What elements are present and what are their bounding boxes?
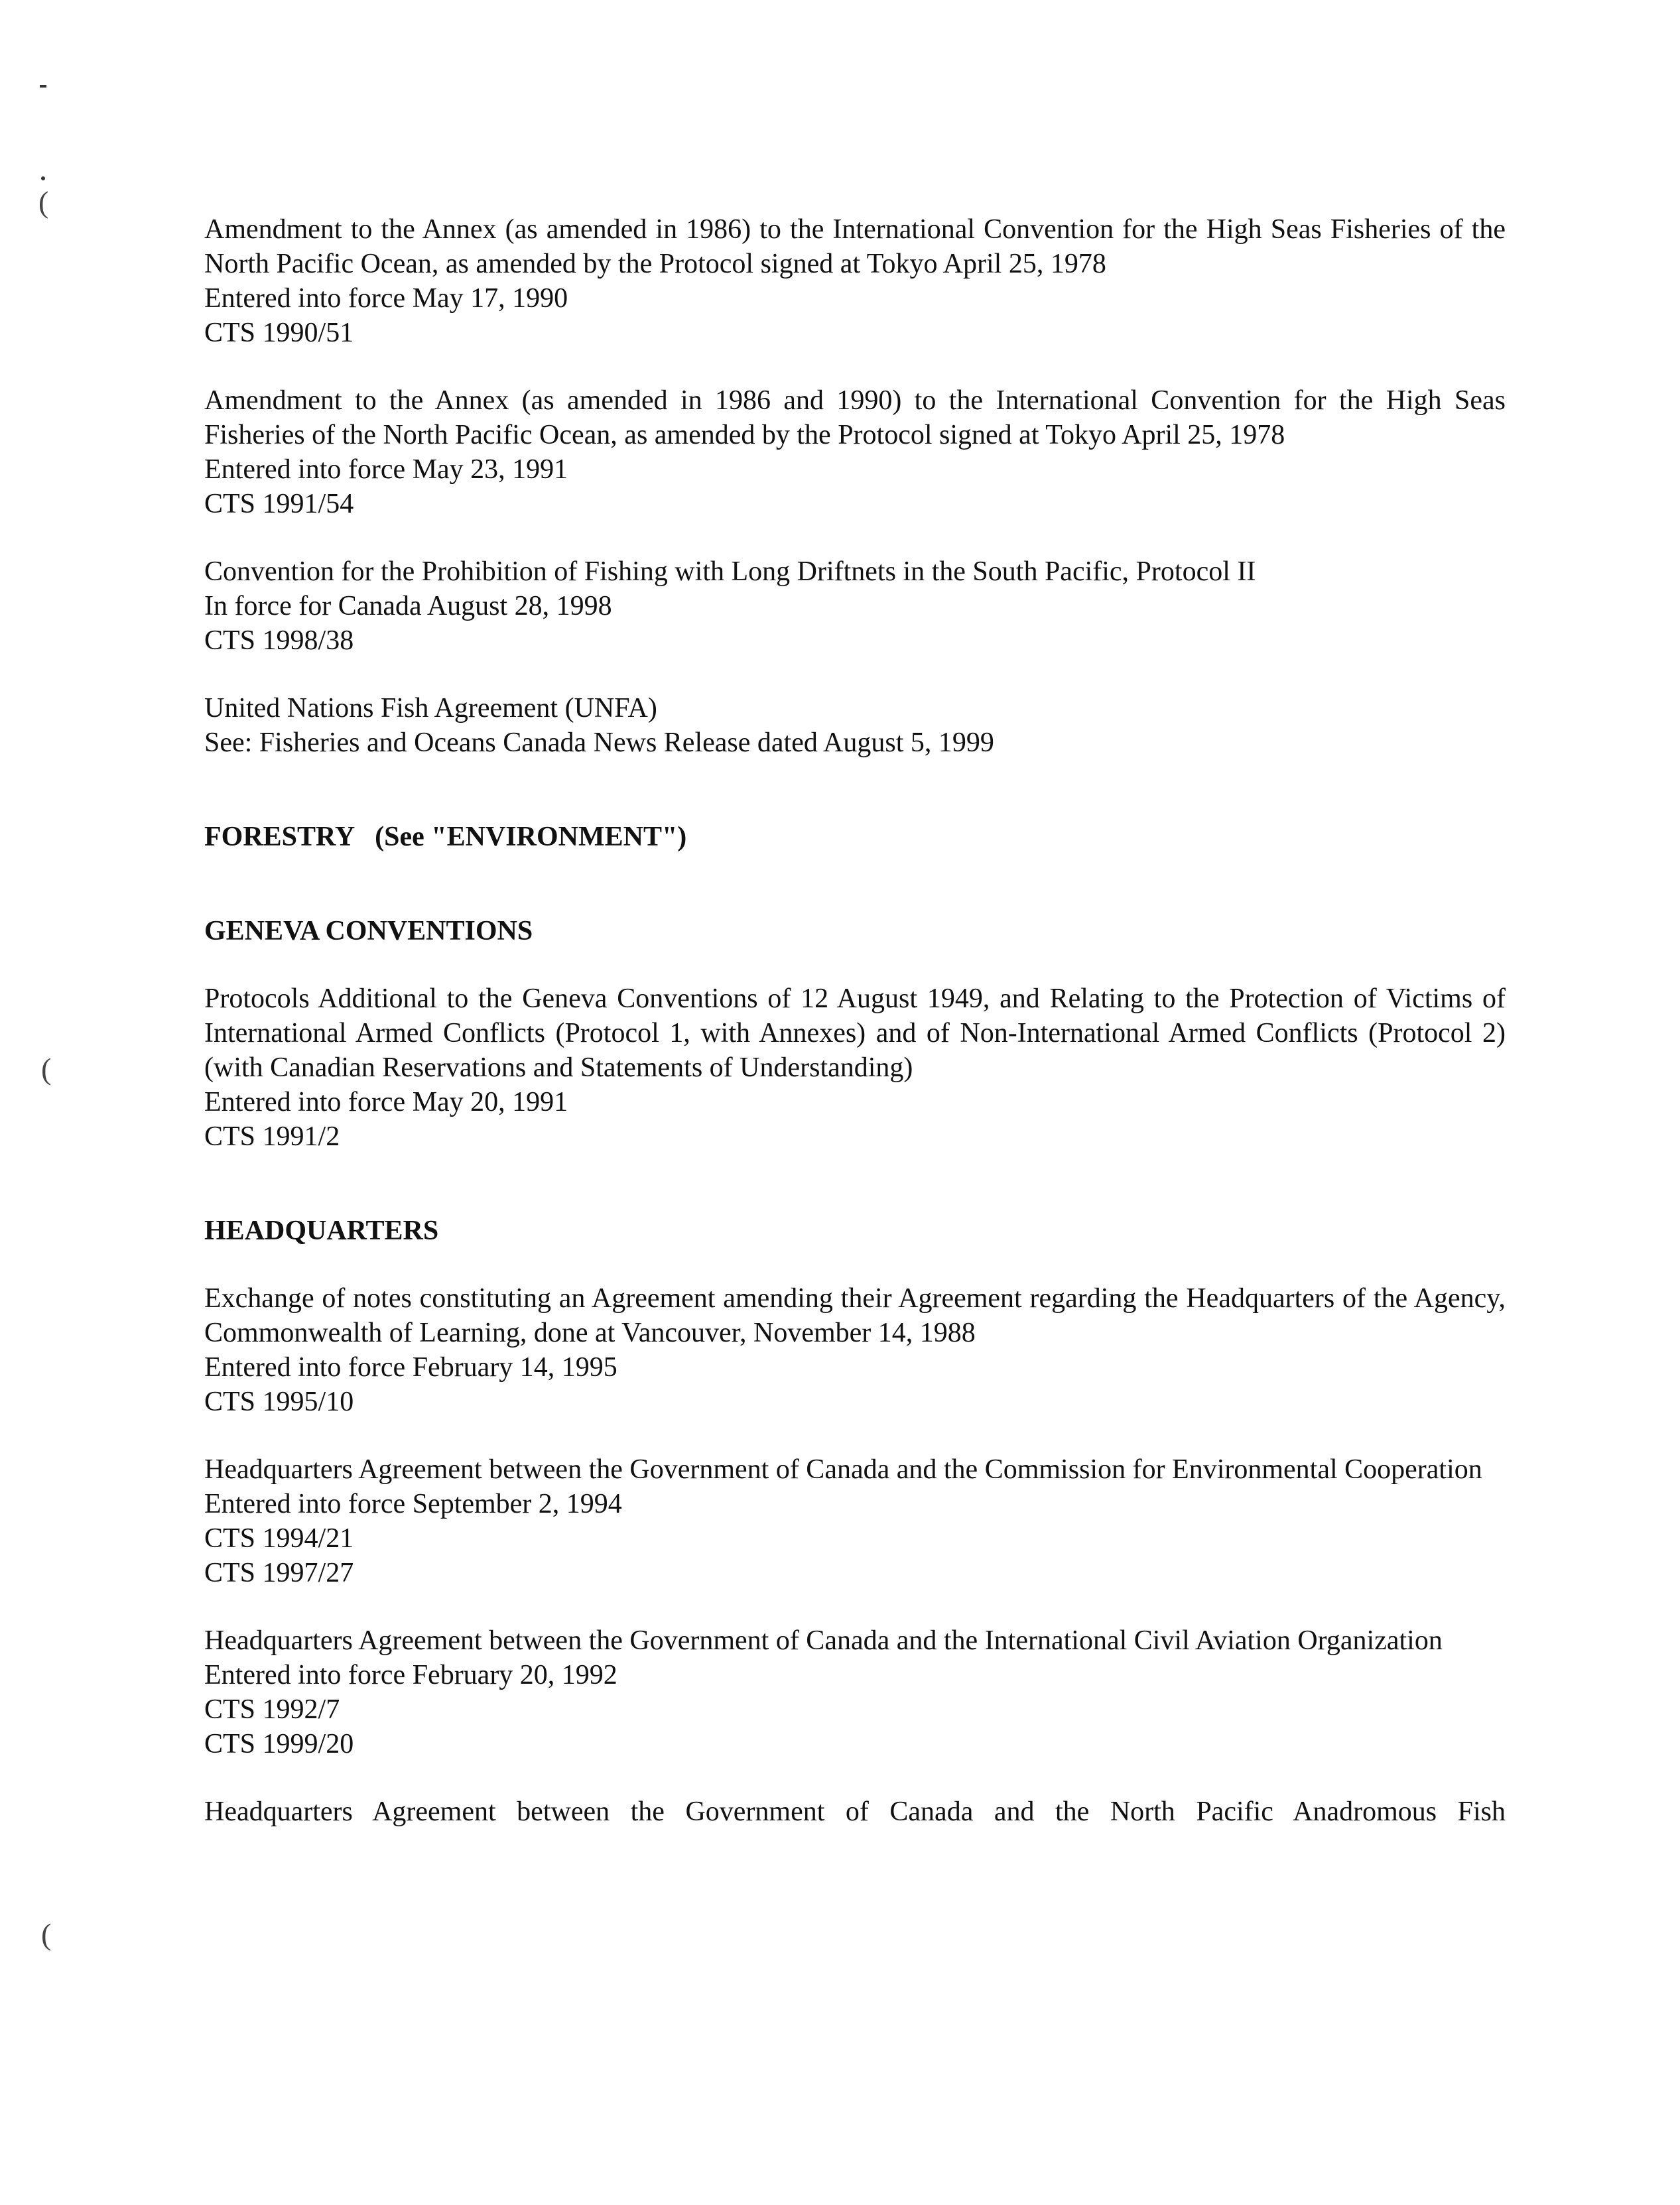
treaty-cts-ref: CTS 1994/21 [204, 1523, 354, 1554]
treaty-force-date: Entered into force May 23, 1991 [204, 454, 568, 485]
treaty-title: Headquarters Agreement between the Government of Canada and the Commission for Environmental Cooperation [204, 1454, 1482, 1485]
scan-speck [40, 85, 46, 88]
section-heading-headquarters: HEADQUARTERS [204, 1216, 439, 1246]
treaty-force-date: In force for Canada August 28, 1998 [204, 591, 612, 621]
scan-mark: ( [38, 185, 49, 219]
treaty-cts-ref: CTS 1995/10 [204, 1387, 354, 1417]
treaty-cts-ref: CTS 1997/27 [204, 1558, 354, 1588]
treaty-entry [204, 1623, 1506, 1761]
treaty-cts-ref: CTS 1992/7 [204, 1694, 340, 1725]
treaty-force-date: Entered into force May 20, 1991 [204, 1087, 568, 1117]
treaty-entry [204, 1281, 1506, 1419]
treaty-entry [204, 981, 1506, 1154]
treaty-entry [204, 1795, 1506, 1829]
treaty-entry [204, 1452, 1506, 1590]
section-heading-geneva: GENEVA CONVENTIONS [204, 916, 533, 946]
treaty-title: Amendment to the Annex (as amended in 1986) to the International Convention for the High Seas Fisheries of the North Pacific Ocean, as amended by the Protocol signed at Tokyo April 25, 1978 [204, 214, 1506, 279]
treaty-title: Exchange of notes constituting an Agreement amending their Agreement regarding the Headquarters of the Agency, Commonwealth of Learning, done at Vancouver, November 14, 1988 [204, 1283, 1506, 1348]
treaty-entry [204, 383, 1506, 521]
scan-mark: ( [41, 1917, 52, 1951]
treaty-cts-ref: CTS 1991/2 [204, 1121, 340, 1152]
treaty-cts-ref: CTS 1991/54 [204, 489, 354, 519]
section-heading-forestry: FORESTRY (See "ENVIRONMENT") [204, 822, 687, 852]
treaty-cts-ref: CTS 1998/38 [204, 625, 354, 656]
treaty-cts-ref: CTS 1999/20 [204, 1729, 354, 1759]
treaty-title: Amendment to the Annex (as amended in 1986 and 1990) to the International Convention for the High Seas Fisheries of the North Pacific Ocean, as amended by the Protocol signed at Tokyo April 25, 1978 [204, 385, 1506, 450]
treaty-title: Convention for the Prohibition of Fishing with Long Driftnets in the South Pacific, Protocol II [204, 556, 1256, 587]
treaty-title: Protocols Additional to the Geneva Conventions of 12 August 1949, and Relating to the Protection of Victims of International Armed Conflicts (Protocol 1, with Annexes) and of Non-International Armed Conflicts (Protocol 2) (with Canadian Reservations and Statements of Understanding) [204, 983, 1506, 1083]
treaty-entry [204, 212, 1506, 350]
treaty-force-date: Entered into force February 20, 1992 [204, 1660, 617, 1690]
treaty-entry [204, 554, 1506, 658]
treaty-force-date: Entered into force February 14, 1995 [204, 1352, 617, 1383]
treaty-cts-ref: CTS 1990/51 [204, 318, 354, 348]
document-body [204, 212, 1506, 1862]
treaty-title: Headquarters Agreement between the Government of Canada and the North Pacific Anadromous Fish [204, 1796, 1506, 1827]
treaty-force-date: Entered into force May 17, 1990 [204, 283, 568, 314]
scan-mark: ( [41, 1052, 52, 1086]
treaty-note: See: Fisheries and Oceans Canada News Release dated August 5, 1999 [204, 727, 994, 758]
treaty-entry [204, 691, 1506, 760]
scan-speck [41, 176, 45, 180]
treaty-title: United Nations Fish Agreement (UNFA) [204, 693, 657, 724]
treaty-force-date: Entered into force September 2, 1994 [204, 1489, 622, 1519]
treaty-title: Headquarters Agreement between the Government of Canada and the International Civil Aviation Organization [204, 1625, 1443, 1656]
